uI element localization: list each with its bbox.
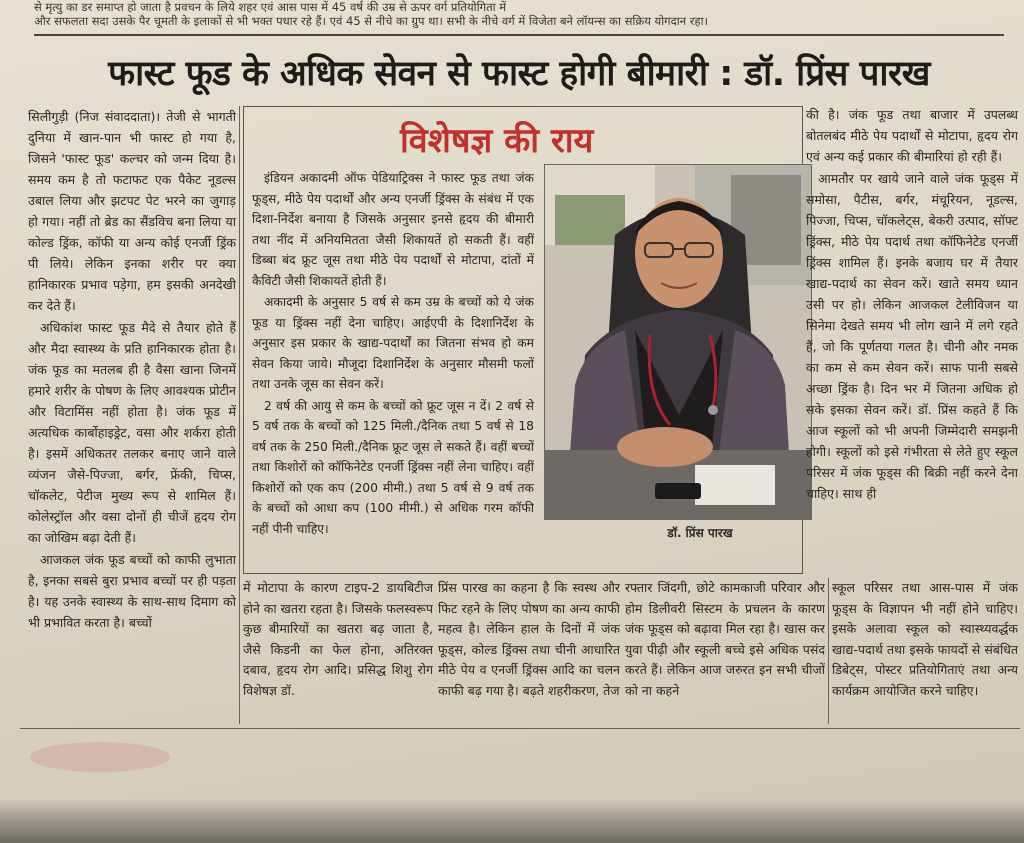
column-divider xyxy=(828,578,829,724)
article-column-right xyxy=(806,104,1018,574)
paper-stain xyxy=(30,742,170,772)
doctor-photo xyxy=(544,164,812,520)
previous-article-line: और सफलता सदा उसके पैर चूमती के इलाकों से भी भक्त पधार रहे हैं। एवं 45 से नीचे का ग्रुप था। सभी के नीचे वर्ग में विजेता बने लॉयन्स का सक्रिय योगदान रहा। xyxy=(34,14,708,28)
paragraph: अकादमी के अनुसार 5 वर्ष से कम उम्र के बच्चों को ये जंक फूड या ड्रिंक्स नहीं देना चाहिए। आईएपी के दिशानिर्देश के अनुसार इस प्रकार के खाद्य-पदार्थों का जितना संभव हो कम सेवन किया जाये। मौजूदा दिशानिर्देश के अनुसार मौसमी फलों तथा उनके जूस का सेवन करें। xyxy=(252,295,534,391)
article-column-bottom-2: प्रिंस पारख का कहना है कि स्वस्थ और फिट रहने के लिए पोषण का अन्य काफी महत्व है। लेकिन हाल के दिनों में जंक फूड्स, कोल्ड ड्रिंक्स तथा चीनी आधारित मीठे पेय व एनर्जी ड्रिंक्स आदि का चलन काफी बढ़ गया है। बढ़ते शहरीकरण, तेज xyxy=(438,580,620,698)
article-column-bottom-1: में मोटापा के कारण टाइप-2 डायबिटीज होने का खतरा रहता है। जिसके फलस्वरूप कुछ बीमारियों का खतरा बढ़ जाता है, जैसे किडनी का फेल होना, अतिरक्त दबाव, हृदय रोग आदि। प्रसिद्ध शिशु रोग विशेषज्ञ डॉ. xyxy=(243,580,433,698)
doctor-portrait xyxy=(545,165,812,520)
paragraph: आजकल जंक फूड बच्चों को काफी लुभाता है, इनका सबसे बुरा प्रभाव बच्चों पर ही पड़ता है। यह उनके स्वास्थ्य के साथ-साथ दिमाग को भी प्रभावित करता है। बच्चों xyxy=(28,552,236,630)
top-divider xyxy=(34,34,1004,36)
expert-opinion-text xyxy=(252,168,534,568)
article-column-left xyxy=(28,106,236,726)
photo-caption: डॉ. प्रिंस पारख xyxy=(667,526,733,540)
paragraph: आमतौर पर खाये जाने वाले जंक फूड्स में समोसा, पैटीस, बर्गर, मंचूरियन, नूडल्स, पिज्जा, चिप्स, चॉकलेट्स, बेकरी उत्पाद, सॉफ्ट ड्रिंक्स, मीठे पेय पदार्थ तथा कॉफिनेटेड एनर्जी ड्रिंक्स शामिल हैं। इनके बजाय घर में तैयार खाद्य-पदार्थ का सेवन करें। खाते समय ध्यान उसी पर हो। लेकिन आजकल टेलीविजन या सिनेमा देखते समय भी लोग खाने में लगे रहते हैं, जो कि पूर्णतया गलत है। चीनी और नमक का कम से कम सेवन करें। साफ पानी सबसे अच्छा ड्रिंक है। दिन भर में जितना अधिक हो सके इसका सेवन करें। डॉ. प्रिंस कहते हैं कि आज स्कूलों को भी अपनी जिम्मेदारी समझनी होगी। स्कूलों को इसे गंभीरता से लेते हुए स्कूल परिसर में जंक फूड्स की बिक्री नहीं करने देना चाहिए। साथ ही xyxy=(806,171,1018,501)
expert-opinion-title: विशेषज्ञ की राय xyxy=(400,121,594,161)
article-column-bottom-3: रफ्तार जिंदगी, छोटे कामकाजी परिवार और होम डिलीवरी सिस्टम के प्रचलन के कारण जंक फूड्स को बढ़ावा मिल रहा है। खास कर युवा पीढ़ी और स्कूली बच्चे इसे अधिक पसंद करते हैं। लेकिन आज जरुरत इन सभी चीजों को ना कहने xyxy=(625,580,825,698)
article-column-bottom-4: स्कूल परिसर तथा आस-पास में जंक फूड्स के विज्ञापन भी नहीं होने चाहिए। इसके अलावा स्कूल को स्वास्थ्यवर्द्धक खाद्य-पदार्थ तथा इसके फायदों से संबंधित डिबेट्स, पोस्टर प्रतियोगिताएं तथा अन्य कार्यक्रम आयोजित करने चाहिए। xyxy=(832,580,1018,698)
bottom-divider xyxy=(20,728,1020,729)
table-edge xyxy=(0,800,1024,843)
previous-article-tail xyxy=(34,0,994,30)
column-divider xyxy=(239,106,240,724)
article-headline: फास्ट फूड के अधिक सेवन से फास्ट होगी बीमारी : डॉ. प्रिंस पारख xyxy=(108,54,930,94)
paragraph: अधिकांश फास्ट फूड मैदे से तैयार होते हैं और मैदा स्वास्थ्य के प्रति हानिकारक होता है। जंक फूड का मतलब ही है वैसा खाना जिनमें हमारे शरीर के पोषण के लिए आवश्यक प्रोटीन और विटामिंस नहीं होता है। जंक फूड में अत्यधिक कार्बोहाइड्रेट, वसा और शर्करा होती है। इसमें अधिकतर तलकर बनाए जाने वाले व्यंजन जैसे-पिज्जा, बर्गर, फ्रेंकी, चिप्स, चॉकलेट, पेटीज मुख्य रूप से शामिल हैं। कोलेस्ट्रॉल और वसा दोनों ही चीजें हृदय रोग का जोखिम बढ़ा देती हैं। xyxy=(28,320,236,545)
paragraph: की है। जंक फूड तथा बाजार में उपलब्ध बोतलबंद मीठे पेय पदार्थों से मोटापा, हृदय रोग एवं अन्य कई प्रकार की बीमारियां हो रही हैं। xyxy=(806,107,1018,164)
paragraph: 2 वर्ष की आयु से कम के बच्चों को फ्रूट जूस न दें। 2 वर्ष से 5 वर्ष तक के बच्चों को 125 मिली./दैनिक तथा 5 वर्ष से 18 वर्ष तक के 250 मिली./दैनिक फ्रूट जूस ले सकते हैं। वहीं बच्चों तथा किशोरों को कॉफिनेटेड एनर्जी ड्रिंक्स नहीं लेना चाहिए। वहीं किशोरों को एक कप (200 मीमी.) तथा 5 वर्ष से 9 वर्ष तक के बच्चों को आधा कप (100 मीमी.) से अधिक गरम कॉफी नहीं पीनी चाहिए। xyxy=(252,398,534,536)
paragraph: इंडियन अकादमी ऑफ पेडियाट्रिक्स ने फास्ट फूड तथा जंक फूड्स, मीठे पेय पदार्थों और अन्य एनर्जी ड्रिंक्स के संबंध में एक दिशा-निर्देश बनाया है जिसके अनुसार इनसे हृदय की बीमारी तथा नींद में अनियमितता जैसी शिकायतें हो सकती हैं। वहीं डिब्बा बंद फ्रूट जूस तथा मीठे पेय पदार्थों से मोटापा, दांतों में कैविटी जैसी शिकायतें होती हैं। xyxy=(252,171,534,288)
previous-article-line: से मृत्यु का डर समाप्त हो जाता है प्रवचन के लिये शहर एवं आस पास में 45 वर्ष की उम्र से ऊपर वर्ग प्रतियोगिता में xyxy=(34,0,507,14)
paragraph: सिलीगुड़ी (निज संवाददाता)। तेजी से भागती दुनिया में खान-पान भी फास्ट हो गया है, जिसने 'फास्ट फूड' कल्चर को जन्म दिया है। समय कम है तो फटाफट एक पैकेट नूडल्स उबाल लिया और झटपट पेट भरने का जुगाड़ हो गया। नहीं तो ब्रेड का सैंडविच बना लिया या कोल्ड ड्रिंक, कॉफी या अन्य कोई एनर्जी ड्रिंक पी लिये। लेकिन इनका शरीर पर क्या हानिकारक प्रभाव पड़ेगा, हम इसकी अनदेखी कर देते हैं। xyxy=(28,109,236,313)
